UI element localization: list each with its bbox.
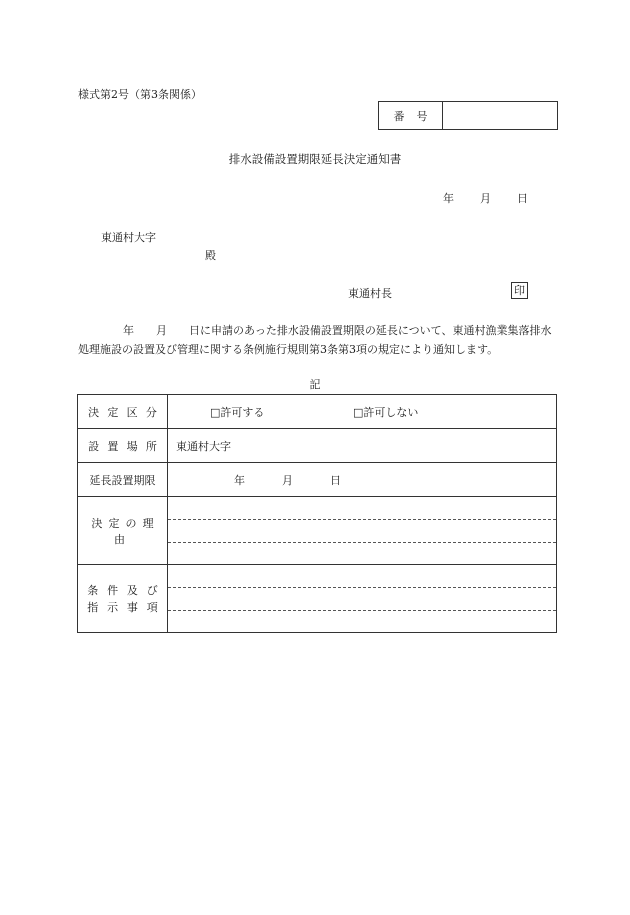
conditions-field[interactable]	[168, 565, 557, 633]
document-number-field[interactable]	[443, 102, 557, 129]
not-permit-checkbox[interactable]: □許可しない	[353, 406, 419, 419]
document-number-box	[378, 101, 558, 130]
extended-deadline-field[interactable]	[168, 463, 557, 497]
addressee-address: 東通村大字	[101, 231, 156, 244]
conditions-label: 条件及び 指示事項	[78, 565, 168, 633]
sender-name: 東通村長	[348, 287, 392, 300]
table-row	[78, 565, 557, 633]
document-title: 排水設備設置期限延長決定通知書	[228, 152, 402, 166]
dotted-line	[168, 519, 556, 520]
location-field[interactable]: 東通村大字	[168, 429, 557, 463]
dotted-line	[168, 610, 556, 611]
permit-checkbox[interactable]: □許可する	[210, 406, 265, 419]
issue-date-year: 年	[443, 192, 454, 205]
reason-label: 決定の理由	[78, 497, 168, 565]
issue-date-month: 月	[480, 192, 491, 205]
deadline-year: 年	[234, 474, 245, 487]
table-row	[78, 429, 557, 463]
decision-type-cell	[168, 395, 557, 429]
addressee-honorific: 殿	[205, 249, 216, 262]
dotted-line	[168, 587, 556, 588]
table-row	[78, 395, 557, 429]
issue-date-day: 日	[517, 192, 528, 205]
form-number-label: 様式第2号（第3条関係）	[78, 88, 202, 101]
issue-date	[443, 190, 528, 206]
table-row	[78, 463, 557, 497]
extended-deadline-label: 延長設置期限	[78, 463, 168, 497]
seal-mark: 印	[511, 282, 528, 299]
reason-field[interactable]	[168, 497, 557, 565]
location-label: 設置場所	[78, 429, 168, 463]
decision-table	[77, 394, 557, 633]
deadline-day: 日	[330, 474, 341, 487]
ki-heading: 記	[309, 378, 321, 391]
notice-body-text: 年 月 日に申請のあった排水設備設置期限の延長について、東通村漁業集落排水処理施設の設置及び管理に関する条例施行規則第3条第3項の規定により通知します。	[78, 324, 552, 356]
document-number-label: 番号	[379, 102, 443, 129]
deadline-month: 月	[282, 474, 293, 487]
table-row	[78, 497, 557, 565]
decision-type-label: 決定区分	[78, 395, 168, 429]
dotted-line	[168, 542, 556, 543]
